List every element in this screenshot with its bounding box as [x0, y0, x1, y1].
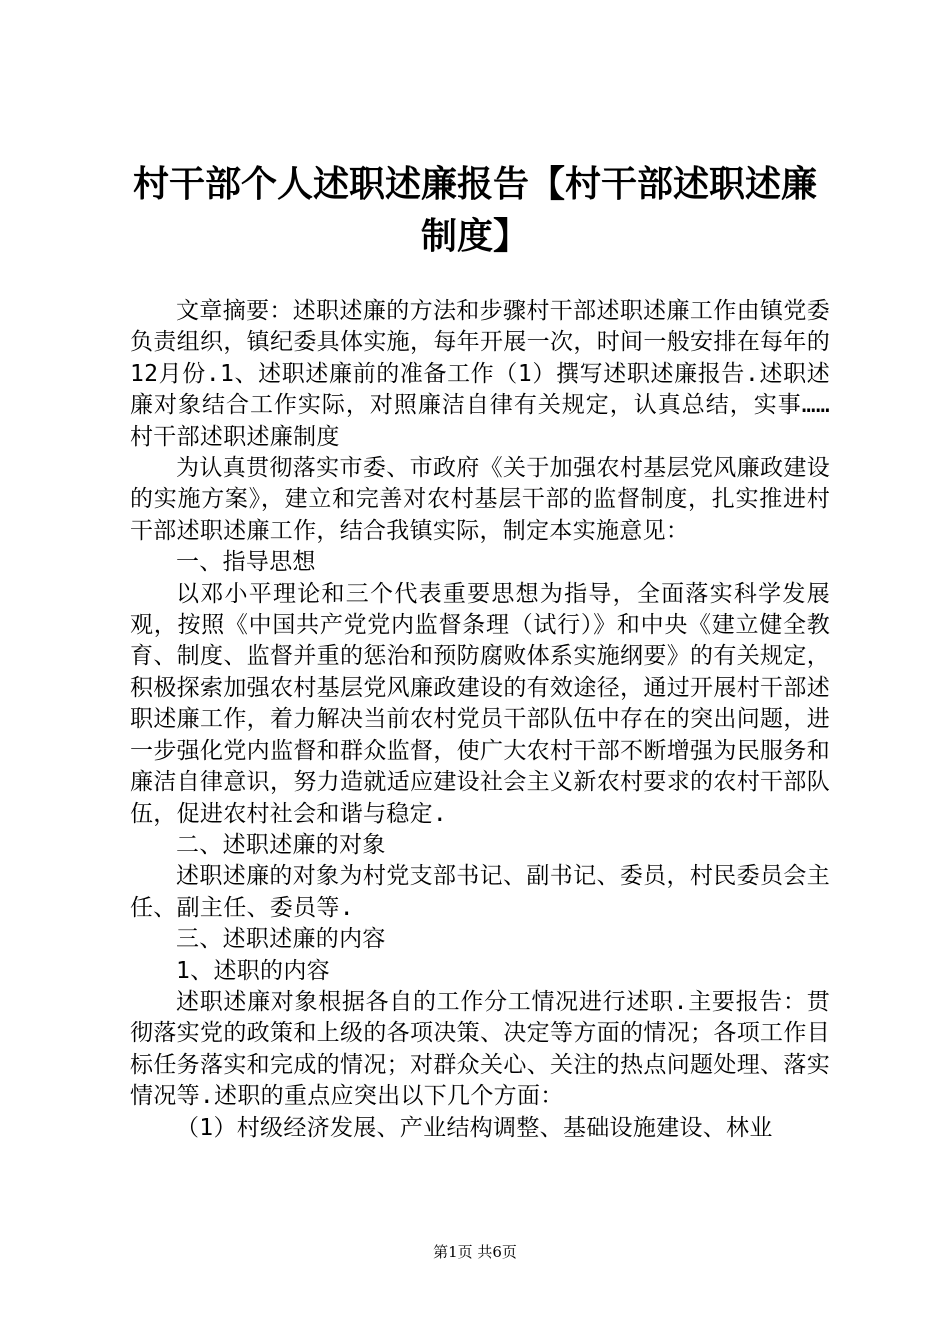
section-heading-targets: 二、述职述廉的对象: [176, 831, 386, 858]
subsection-heading-report-content: 1、述职的内容: [176, 957, 330, 984]
list-item-economic-development: （1）村级经济发展、产业结构调整、基础设施建设、林业: [176, 1114, 773, 1141]
paragraph-guiding-thought: 以邓小平理论和三个代表重要思想为指导，全面落实科学发展观，按照《中国共产党党内监督条理（试行）》和中央《建立健全教育、制度、监督并重的惩治和预防腐败体系实施纲要》的有关规定，积极探索加强农村基层党风廉政建设的有效途径，通过开展村干部述职述廉工作，着力解决当前农村党员干部队伍中存在的突出问题，进一步强化党内监督和群众监督，使广大农村干部不断增强为民服务和廉洁自律意识，努力造就适应建设社会主义新农村要求的农村干部队伍，促进农村社会和谐与稳定.: [130, 580, 830, 827]
paragraph-targets: 述职述廉的对象为村党支部书记、副书记、委员，村民委员会主任、副主任、委员等.: [130, 863, 830, 921]
section-heading-guiding-thought: 一、指导思想: [176, 549, 316, 576]
document-body: [130, 296, 830, 1144]
paragraph-report-content: 述职述廉对象根据各自的工作分工情况进行述职.主要报告：贯彻落实党的政策和上级的各项决策、决定等方面的情况；各项工作目标任务落实和完成的情况；对群众关心、关注的热点问题处理、落实情况等.述职的重点应突出以下几个方面：: [130, 988, 830, 1110]
document-title: 村干部个人述职述廉报告【村干部述职述廉制度】: [132, 163, 817, 257]
paragraph-intro: 为认真贯彻落实市委、市政府《关于加强农村基层党风廉政建设的实施方案》，建立和完善对农村基层干部的监督制度，扎实推进村干部述职述廉工作，结合我镇实际，制定本实施意见：: [130, 455, 830, 544]
section-heading-content: 三、述职述廉的内容: [176, 926, 386, 953]
page-number-footer: 第1页 共6页: [433, 1243, 517, 1261]
paragraph-abstract: 文章摘要：述职述廉的方法和步骤村干部述职述廉工作由镇党委负责组织，镇纪委具体实施，每年开展一次，时间一般安排在每年的12月份.1、述职述廉前的准备工作（1）撰写述职述廉报告.述职述廉对象结合工作实际，对照廉洁自律有关规定，认真总结，实事……村干部述职述廉制度: [130, 298, 830, 450]
